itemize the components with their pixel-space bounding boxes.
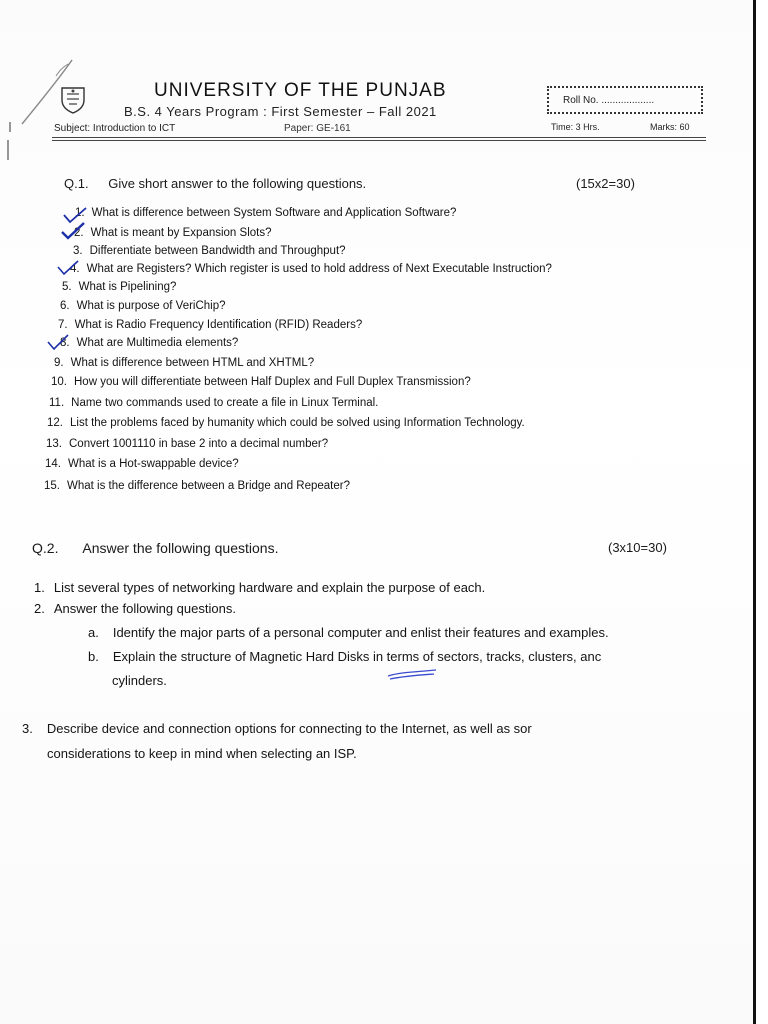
q1-item-11: 11. Name two commands used to create a file in Linux Terminal.	[49, 397, 379, 409]
pen-tick-mark-icon	[46, 333, 72, 351]
q2-item-3: 3. Describe device and connection options for connecting to the Internet, as well as sor	[22, 721, 532, 736]
university-crest-icon	[58, 84, 88, 114]
q1-item-10: 10. How you will differentiate between Half Duplex and Full Duplex Transmission?	[51, 376, 471, 388]
q2-heading	[32, 540, 278, 556]
pen-tick-mark-icon	[60, 222, 86, 240]
q1-item-12: 12. List the problems faced by humanity which could be solved using Information Technology.	[47, 417, 525, 429]
q2-item-3-continued: considerations to keep in mind when selecting an ISP.	[47, 746, 357, 761]
pen-underline-scribble	[386, 667, 440, 681]
q1-item-3: 3. Differentiate between Bandwidth and Throughput?	[73, 245, 346, 257]
q1-item-4: 4. What are Registers? Which register is used to hold address of Next Executable Instruction?	[70, 263, 552, 275]
time-allowed: Time: 3 Hrs.	[551, 122, 600, 132]
q1-item-5: 5. What is Pipelining?	[62, 281, 177, 293]
q1-item-2: 2. What is meant by Expansion Slots?	[74, 227, 272, 239]
pen-tick-mark-icon	[56, 258, 82, 276]
q2-instruction: Answer the following questions.	[82, 540, 279, 556]
page-edge-border	[753, 0, 768, 1024]
subject-label: Subject: Introduction to ICT	[54, 123, 176, 134]
roll-number-label: Roll No. ...................	[563, 95, 655, 106]
header-divider-double	[52, 140, 706, 141]
q1-marks: (15x2=30)	[576, 176, 635, 191]
q2-subitem-b-continued: cylinders.	[112, 673, 167, 688]
q1-item-13: 13. Convert 1001110 in base 2 into a decimal number?	[46, 438, 329, 450]
q2-subitem-b: b. Explain the structure of Magnetic Hard Disks in terms of sectors, tracks, clusters, anc	[88, 649, 602, 664]
q2-item-1: 1. List several types of networking hardware and explain the purpose of each.	[34, 580, 486, 595]
q1-item-1: 1. What is difference between System Software and Application Software?	[75, 207, 457, 219]
q1-instruction: Give short answer to the following questions.	[108, 176, 367, 191]
q2-label: Q.2.	[32, 540, 59, 556]
q1-label: Q.1.	[64, 176, 89, 191]
header-divider	[52, 137, 706, 138]
q1-heading	[64, 176, 366, 191]
q1-item-9: 9. What is difference between HTML and XHTML?	[54, 357, 315, 369]
q2-subitem-a: a. Identify the major parts of a personal computer and enlist their features and examples.	[88, 625, 609, 640]
total-marks: Marks: 60	[650, 122, 690, 132]
q1-item-6: 6. What is purpose of VeriChip?	[60, 300, 226, 312]
roll-number-box	[547, 86, 703, 114]
q1-item-8: 8. What are Multimedia elements?	[60, 337, 239, 349]
program-line: B.S. 4 Years Program : First Semester – Fall 2021	[124, 104, 437, 119]
q2-marks: (3x10=30)	[608, 540, 667, 555]
paper-code: Paper: GE-161	[284, 123, 351, 134]
q2-item-2: 2. Answer the following questions.	[34, 601, 236, 616]
q1-item-14: 14. What is a Hot-swappable device?	[45, 458, 239, 470]
q1-item-7: 7. What is Radio Frequency Identification (RFID) Readers?	[58, 319, 363, 331]
q1-item-15: 15. What is the difference between a Bridge and Repeater?	[44, 480, 350, 492]
university-title: UNIVERSITY OF THE PUNJAB	[154, 80, 447, 101]
